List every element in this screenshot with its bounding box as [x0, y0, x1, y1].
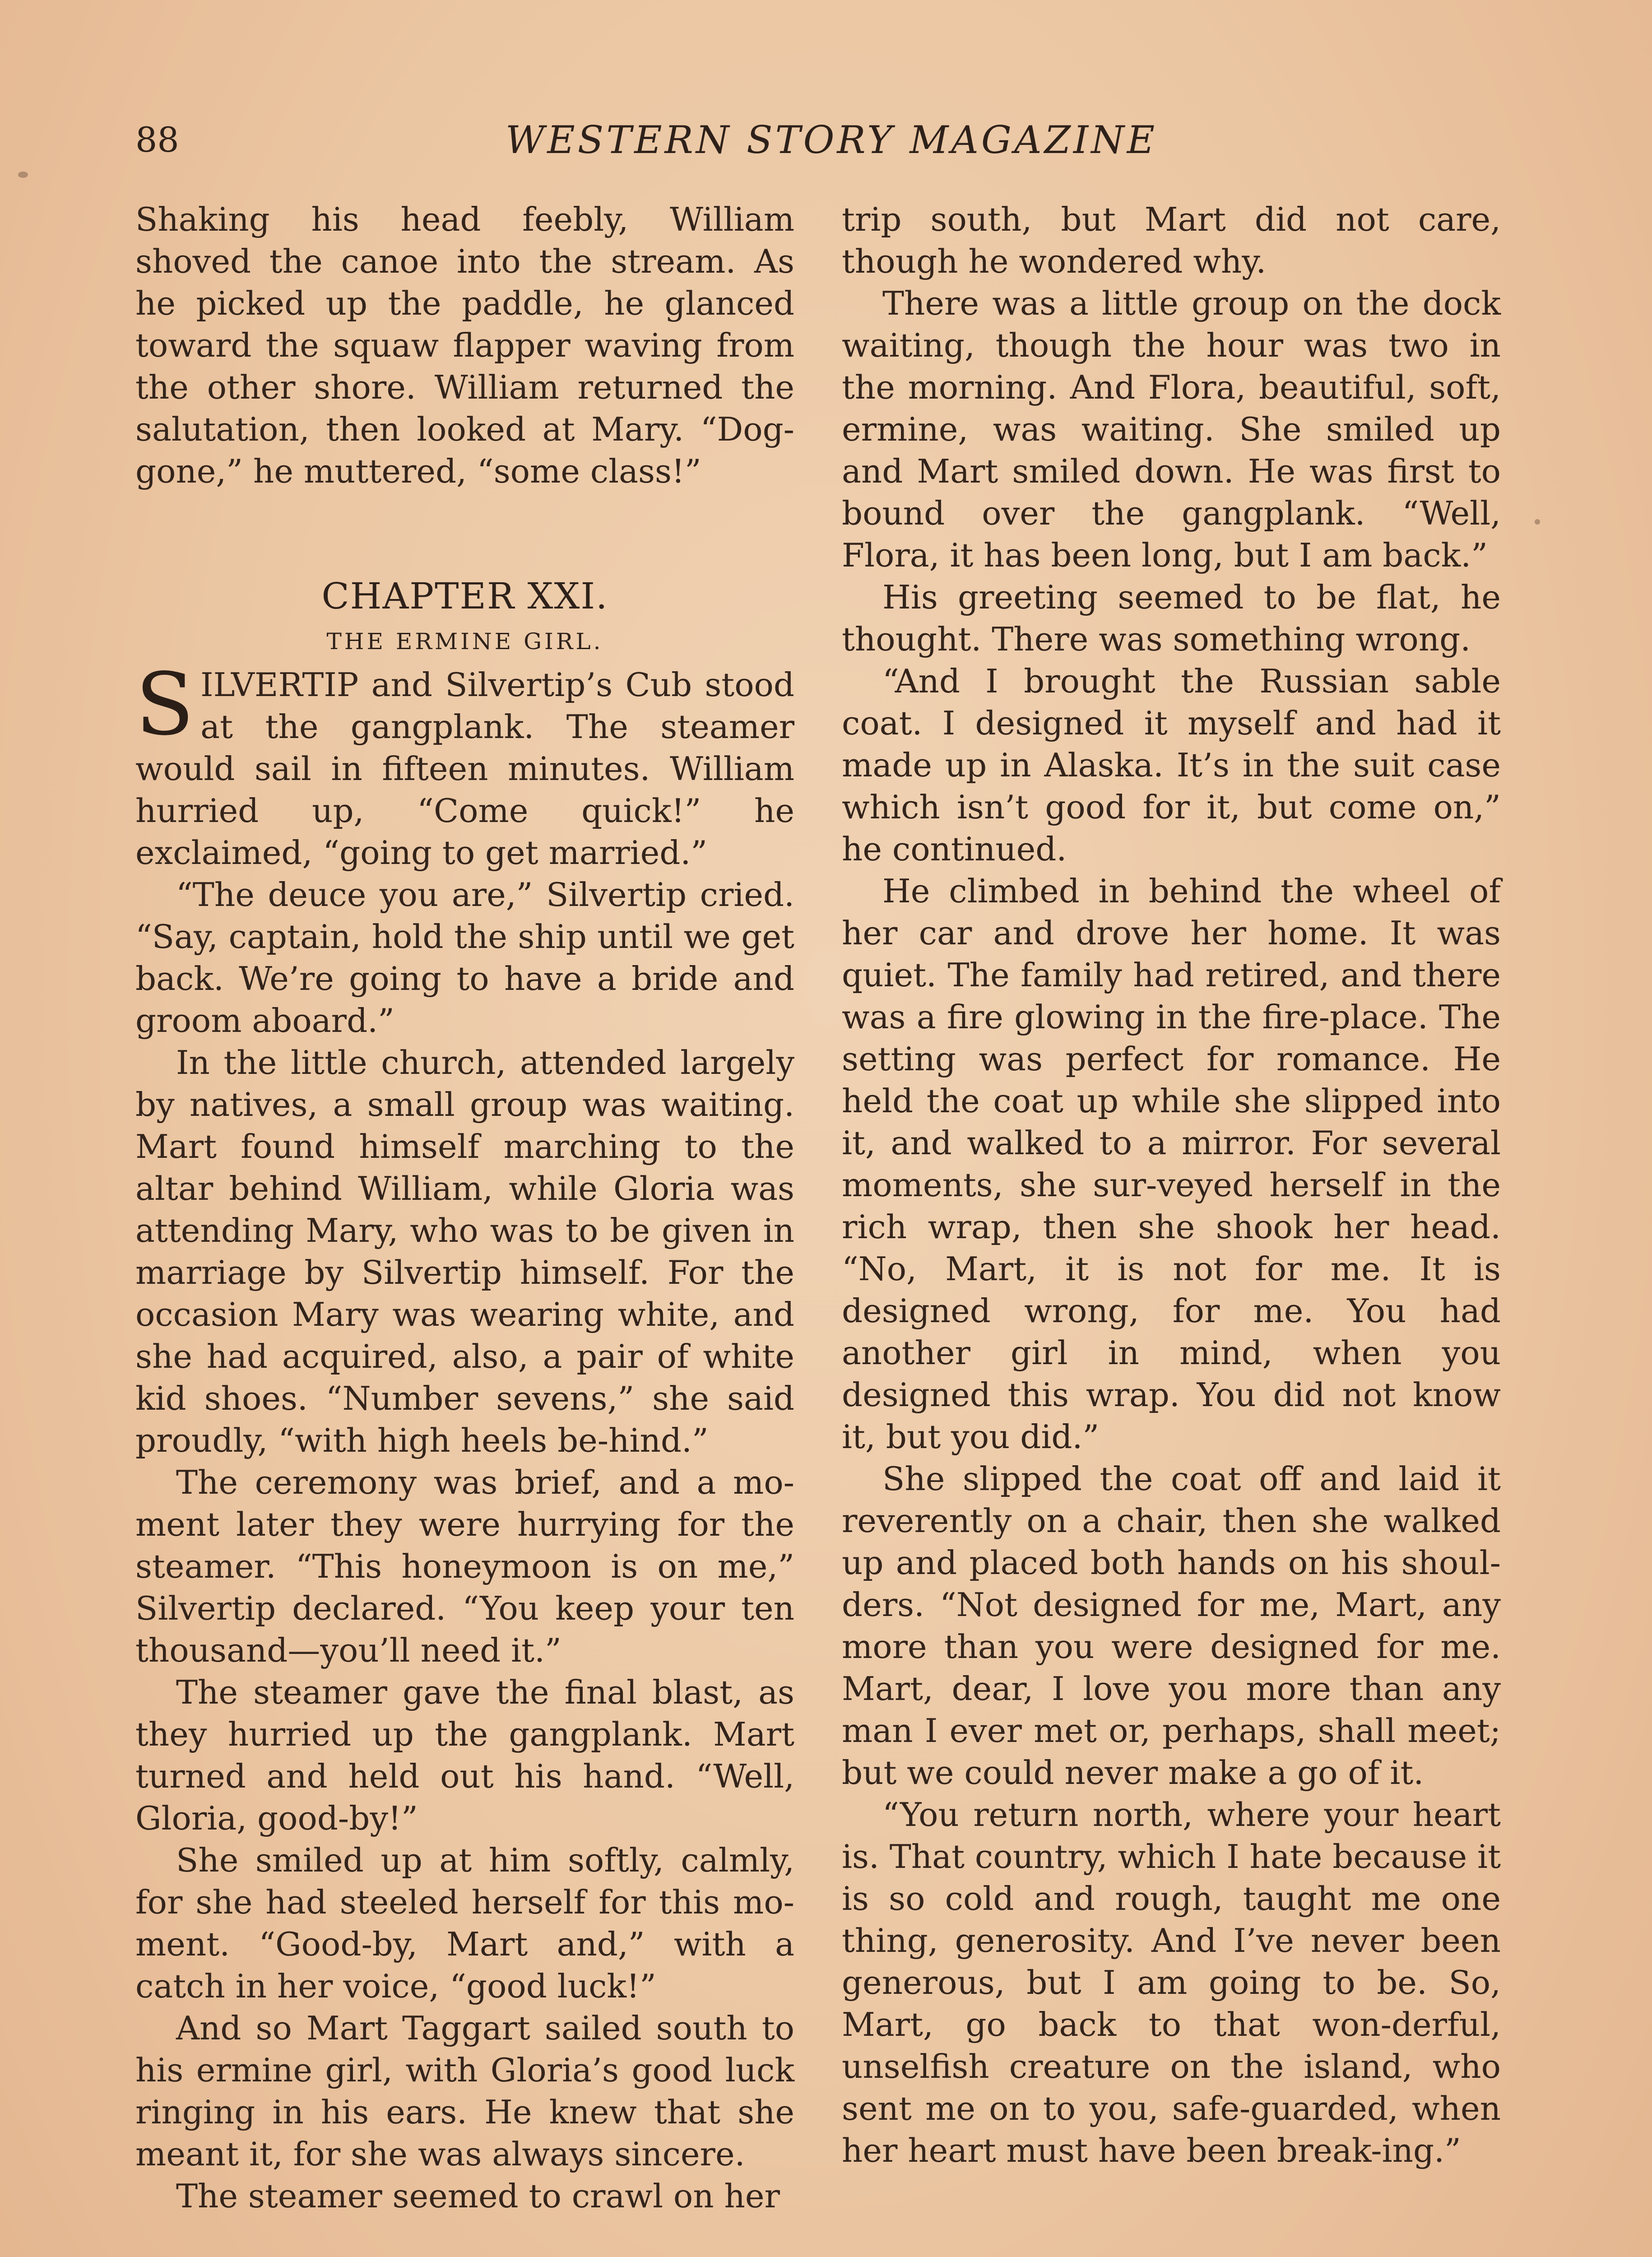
paragraph: “You return north, where your heart is. That country, which I hate because it is so cold and rough, taught me one thing, generosity. And I’ve never been generous, but I am going to be. So, Mart, go back to that won-derful, unselfish creature on the island, who sent me on to you, safe-guarded, when her heart must have been break-ing.” [842, 1796, 1501, 2169]
paragraph-text: ILVERTIP and Silvertip’s Cub stood at the gangplank. The steamer would sail in fifteen minutes. William hurried up, “Come quick!” he exclaimed, “going to get married.” [135, 666, 794, 872]
paragraph: She smiled up at him softly, calmly, for she had steeled herself for this mo-ment. “Good-by, Mart and,” with a catch in her voice, “good luck!” [135, 1841, 794, 2005]
paragraph: In the little church, attended largely by natives, a small group was waiting. Mart found himself marching to the altar behind William, while Gloria was attending Mary, who was to be given in marriage by Silvertip himself. For the occasion Mary was wearing white, and she had acquired, also, a pair of white kid shoes. “Number sevens,” she said proudly, “with high heels be-hind.” [135, 1044, 794, 1459]
paragraph: And so Mart Taggart sailed south to his ermine girl, with Gloria’s good luck ringing in his ears. He knew that she meant it, for she was always sincere. [135, 2009, 794, 2173]
chapter-opening-paragraph [135, 655, 794, 874]
page-number: 88 [135, 120, 179, 160]
paragraph: There was a little group on the dock waiting, though the hour was two in the morning. And Flora, beautiful, soft, ermine, was waiting. She smiled up and Mart smiled down. He was first to bound over the gangplank. “Well, Flora, it has been long, but I am back.” [842, 284, 1501, 574]
drop-cap: S [135, 655, 195, 754]
paragraph: Shaking his head feebly, William shoved the canoe into the stream. As he picked up the paddle, he glanced toward the squaw flapper waving from the other shore. William returned the salutation, then looked at Mary. “Dog-gone,” he muttered, “some class!” [135, 200, 794, 490]
paper-speck [1535, 519, 1540, 525]
paragraph: “The deuce you are,” Silvertip cried. “Say, captain, hold the ship until we get back. We’re going to have a bride and groom aboard.” [135, 876, 794, 1040]
paragraph: The steamer seemed to crawl on her [176, 2177, 780, 2215]
page-header [135, 108, 1508, 172]
paragraph: His greeting seemed to be flat, he thought. There was something wrong. [842, 578, 1501, 658]
paragraph: The ceremony was brief, and a mo-ment later they were hurrying for the steamer. “This honeymoon is on me,” Silvertip declared. “You keep your ten thousand—you’ll need it.” [135, 1463, 794, 1669]
paragraph: He climbed in behind the wheel of her car and drove her home. It was quiet. The family had retired, and there was a fire glowing in the fire-place. The setting was perfect for romance. He held the coat up while she slipped into it, and walked to a mirror. For several moments, she sur-veyed herself in the rich wrap, then she shook her head. “No, Mart, it is not for me. It is designed wrong, for me. You had another girl in mind, when you designed this wrap. You did not know it, but you did.” [842, 872, 1501, 1456]
chapter-title: CHAPTER XXI. [321, 575, 608, 617]
paragraph: “And I brought the Russian sable coat. I designed it myself and had it made up in Alaska. It’s in the suit case which isn’t good for it, but come on,” he continued. [842, 662, 1501, 868]
running-head: WESTERN STORY MAGAZINE [506, 118, 1158, 162]
left-column [135, 199, 794, 2217]
paragraph: She slipped the coat off and laid it reverently on a chair, then she walked up and placed both hands on his shoul-ders. “Not designed for me, Mart, any more than you were designed for me. Mart, dear, I love you more than any man I ever met or, perhaps, shall meet; but we could never make a go of it. [842, 1460, 1501, 1792]
paper-speck [18, 172, 28, 178]
chapter-subtitle: THE ERMINE GIRL. [326, 628, 603, 655]
paragraph: trip south, but Mart did not care, though he wondered why. [842, 200, 1501, 280]
paragraph: The steamer gave the final blast, as they hurried up the gangplank. Mart turned and held out his hand. “Well, Gloria, good-by!” [135, 1673, 794, 1837]
right-column [842, 199, 1501, 2172]
